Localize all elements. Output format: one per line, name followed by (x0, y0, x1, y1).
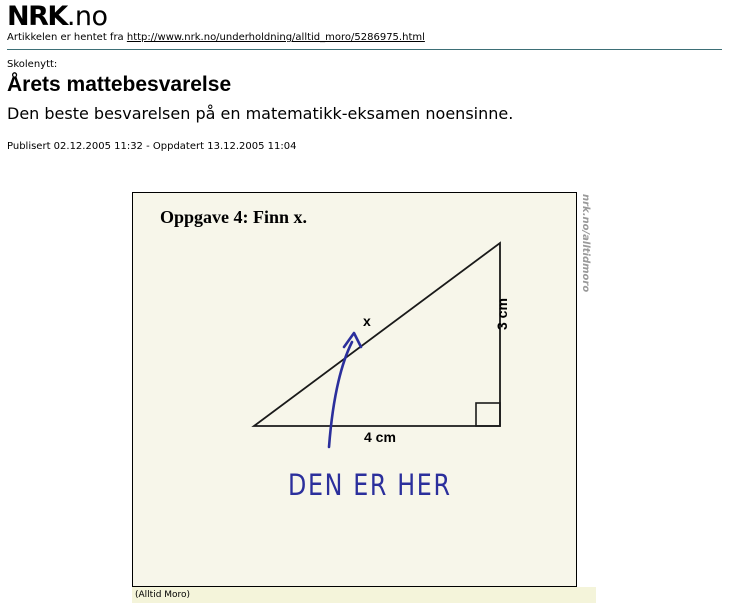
source-link[interactable]: http://www.nrk.no/underholdning/alltid_moro/5286975.html (126, 32, 425, 43)
image-watermark (577, 194, 595, 309)
article-lead: Den beste besvarelsen på en matematikk-eksamen noensinne. (7, 104, 514, 123)
masthead (7, 3, 108, 30)
article-image (132, 192, 577, 587)
article-kicker: Skolenytt: (7, 59, 58, 70)
arrow-shaft (329, 342, 352, 447)
header-divider (7, 49, 722, 50)
handwritten-answer: DEN ER HER (288, 468, 452, 502)
label-base: 4 cm (364, 429, 396, 445)
label-height: 3 cm (494, 298, 510, 330)
nrk-logo[interactable] (7, 3, 108, 30)
arrow-head (344, 333, 361, 347)
article-dateline: Publisert 02.12.2005 11:32 - Oppdatert 13.12.2005 11:04 (7, 141, 297, 152)
logo-brand: NRK (7, 1, 67, 32)
source-prefix: Artikkelen er hentet fra (7, 32, 124, 43)
image-caption: (Alltid Moro) (135, 590, 191, 600)
triangle-drawing (133, 193, 578, 588)
label-x: x (363, 313, 371, 329)
logo-domain: .no (66, 1, 108, 32)
task-title: Oppgave 4: Finn x. (160, 207, 308, 227)
watermark-text: nrk.no/alltidmoro (580, 194, 591, 293)
article-headline: Årets mattebesvarelse (7, 73, 232, 96)
source-line (7, 32, 425, 43)
right-angle-mark (476, 403, 500, 426)
right-triangle (254, 243, 500, 426)
image-caption-bar (132, 587, 596, 603)
